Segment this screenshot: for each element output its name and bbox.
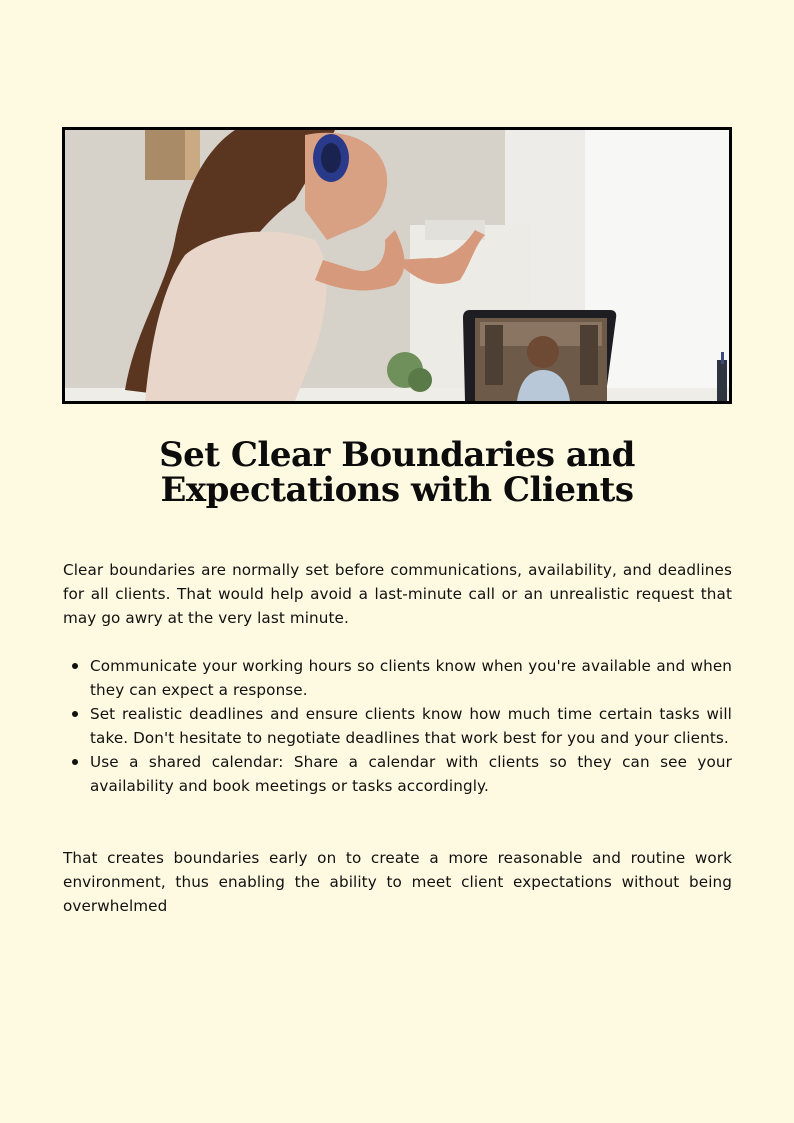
intro-paragraph: Clear boundaries are normally set before communications, availability, and deadlines for all clients. That would help avoid a last-minute call or an unrealistic request that may go awry at the very last minute.	[63, 561, 732, 627]
bullet-list	[63, 654, 732, 798]
closing-paragraph: That creates boundaries early on to create a more reasonable and routine work environment, thus enabling the ability to meet client expectations without being overwhelmed	[63, 849, 732, 915]
list-item-text: Set realistic deadlines and ensure clients know how much time certain tasks will take. Don't hesitate to negotiate deadlines that work best for you and your clients.	[90, 705, 732, 747]
list-item	[63, 654, 732, 702]
list-item	[63, 702, 732, 750]
bullet-icon	[72, 711, 78, 717]
list-item	[63, 750, 732, 798]
bullet-icon	[72, 759, 78, 765]
list-item-text: Use a shared calendar: Share a calendar with clients so they can see your availability and book meetings or tasks accordingly.	[90, 753, 732, 795]
page-title: Set Clear Boundaries and Expectations with Clients	[159, 435, 635, 510]
video-call-photo-icon	[65, 130, 729, 401]
list-item-text: Communicate your working hours so clients know when you're available and when they can expect a response.	[90, 657, 732, 699]
video-call-photo	[62, 127, 732, 404]
bullet-icon	[72, 663, 78, 669]
